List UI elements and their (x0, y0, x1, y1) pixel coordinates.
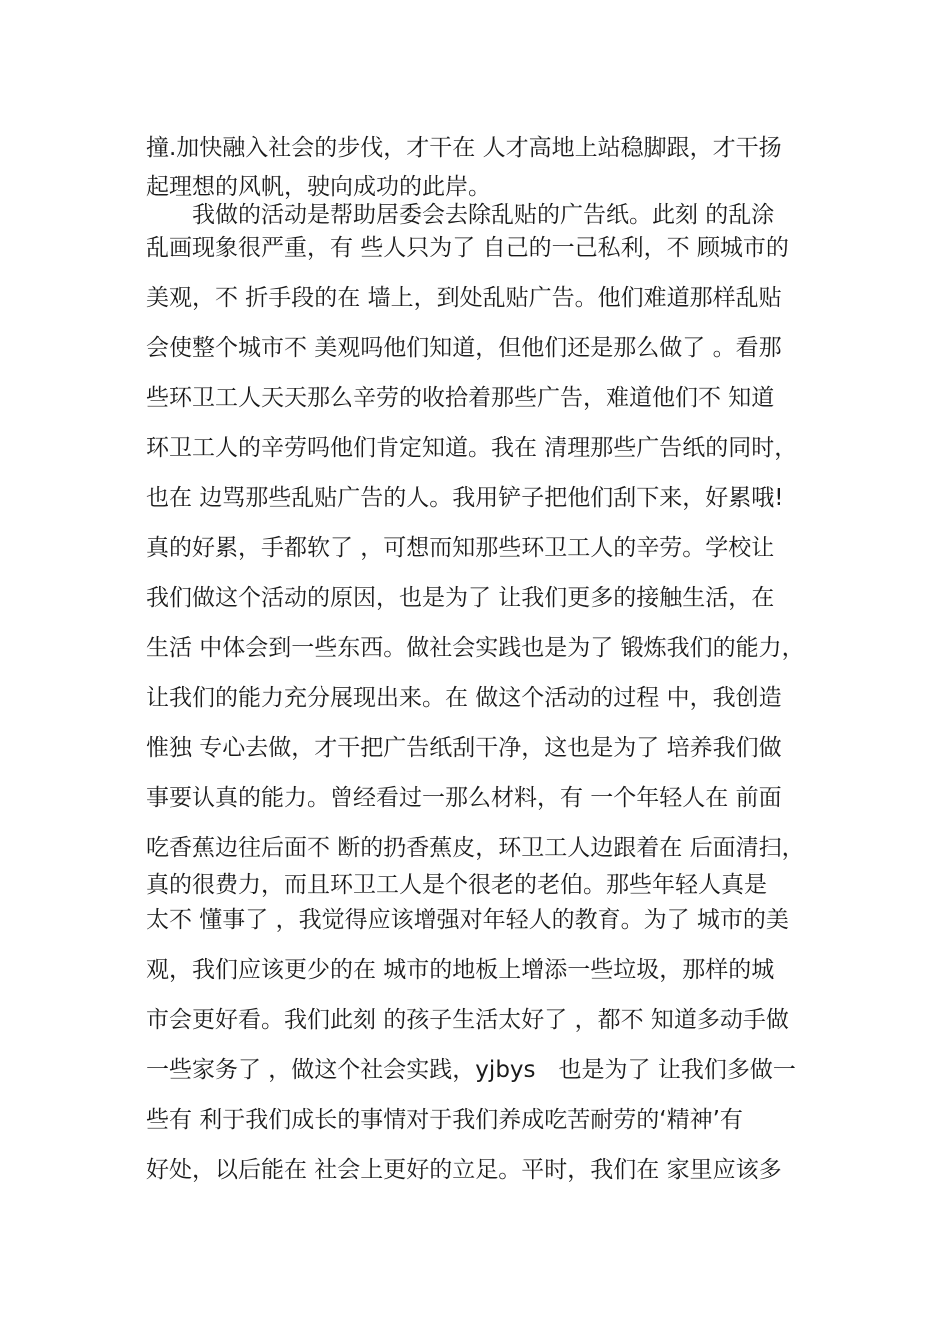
text-line: 我做的活动是帮助居委会去除乱贴的广告纸。此刻 的乱涂 (146, 202, 775, 228)
text-line: 惟独 专心去做，才干把广告纸刮干净，这也是为了 培养我们做 (146, 735, 782, 761)
text-line: 太不 懂事了 ，我觉得应该增强对年轻人的教育。为了 城市的美 (146, 907, 789, 933)
text-line: 会使整个城市不 美观吗他们知道，但他们还是那么做了 。看那 (146, 335, 782, 361)
text-line: 我们做这个活动的原因，也是为了 让我们更多的接触生活，在 (146, 585, 775, 611)
text-line: 真的好累，手都软了 ，可想而知那些环卫工人的辛劳。学校让 (146, 535, 775, 561)
text-line: 生活 中体会到一些东西。做社会实践也是为了 锻炼我们的能力， (146, 635, 805, 661)
text-line: 撞.加快融入社会的步伐，才干在 人才高地上站稳脚跟，才干扬 (146, 135, 782, 161)
text-line: 起理想的风帆，驶向成功的此岸。 (146, 174, 491, 200)
text-line: 也在 边骂那些乱贴广告的人。我用铲子把他们刮下来，好累哦! (146, 485, 784, 511)
text-line: 一些家务了 ，做这个社会实践，yjbys 也是为了 让我们多做一 (146, 1057, 796, 1083)
text-line: 观，我们应该更少的在 城市的地板上增添一些垃圾，那样的城 (146, 957, 775, 983)
text-line: 吃香蕉边往后面不 断的扔香蕉皮，环卫工人边跟着在 后面清扫， (146, 835, 805, 861)
text-line: 好处，以后能在 社会上更好的立足。平时，我们在 家里应该多 (146, 1157, 782, 1183)
text-line: 让我们的能力充分展现出来。在 做这个活动的过程 中，我创造 (146, 685, 782, 711)
text-line: 事要认真的能力。曾经看过一那么材料，有 一个年轻人在 前面 (146, 785, 782, 811)
text-line: 乱画现象很严重，有 些人只为了 自己的一己私利，不 顾城市的 (146, 235, 789, 261)
text-line: 市会更好看。我们此刻 的孩子生活太好了 ，都不 知道多动手做 (146, 1007, 789, 1033)
text-line: 美观，不 折手段的在 墙上，到处乱贴广告。他们难道那样乱贴 (146, 285, 782, 311)
text-line: 环卫工人的辛劳吗他们肯定知道。我在 清理那些广告纸的同时， (146, 435, 798, 461)
text-line: 些环卫工人天天那么辛劳的收拾着那些广告，难道他们不 知道 (146, 385, 775, 411)
text-line: 真的很费力，而且环卫工人是个很老的老伯。那些年轻人真是 (146, 872, 767, 898)
text-line: 些有 利于我们成长的事情对于我们养成吃苦耐劳的‘精神’有 (146, 1107, 743, 1133)
